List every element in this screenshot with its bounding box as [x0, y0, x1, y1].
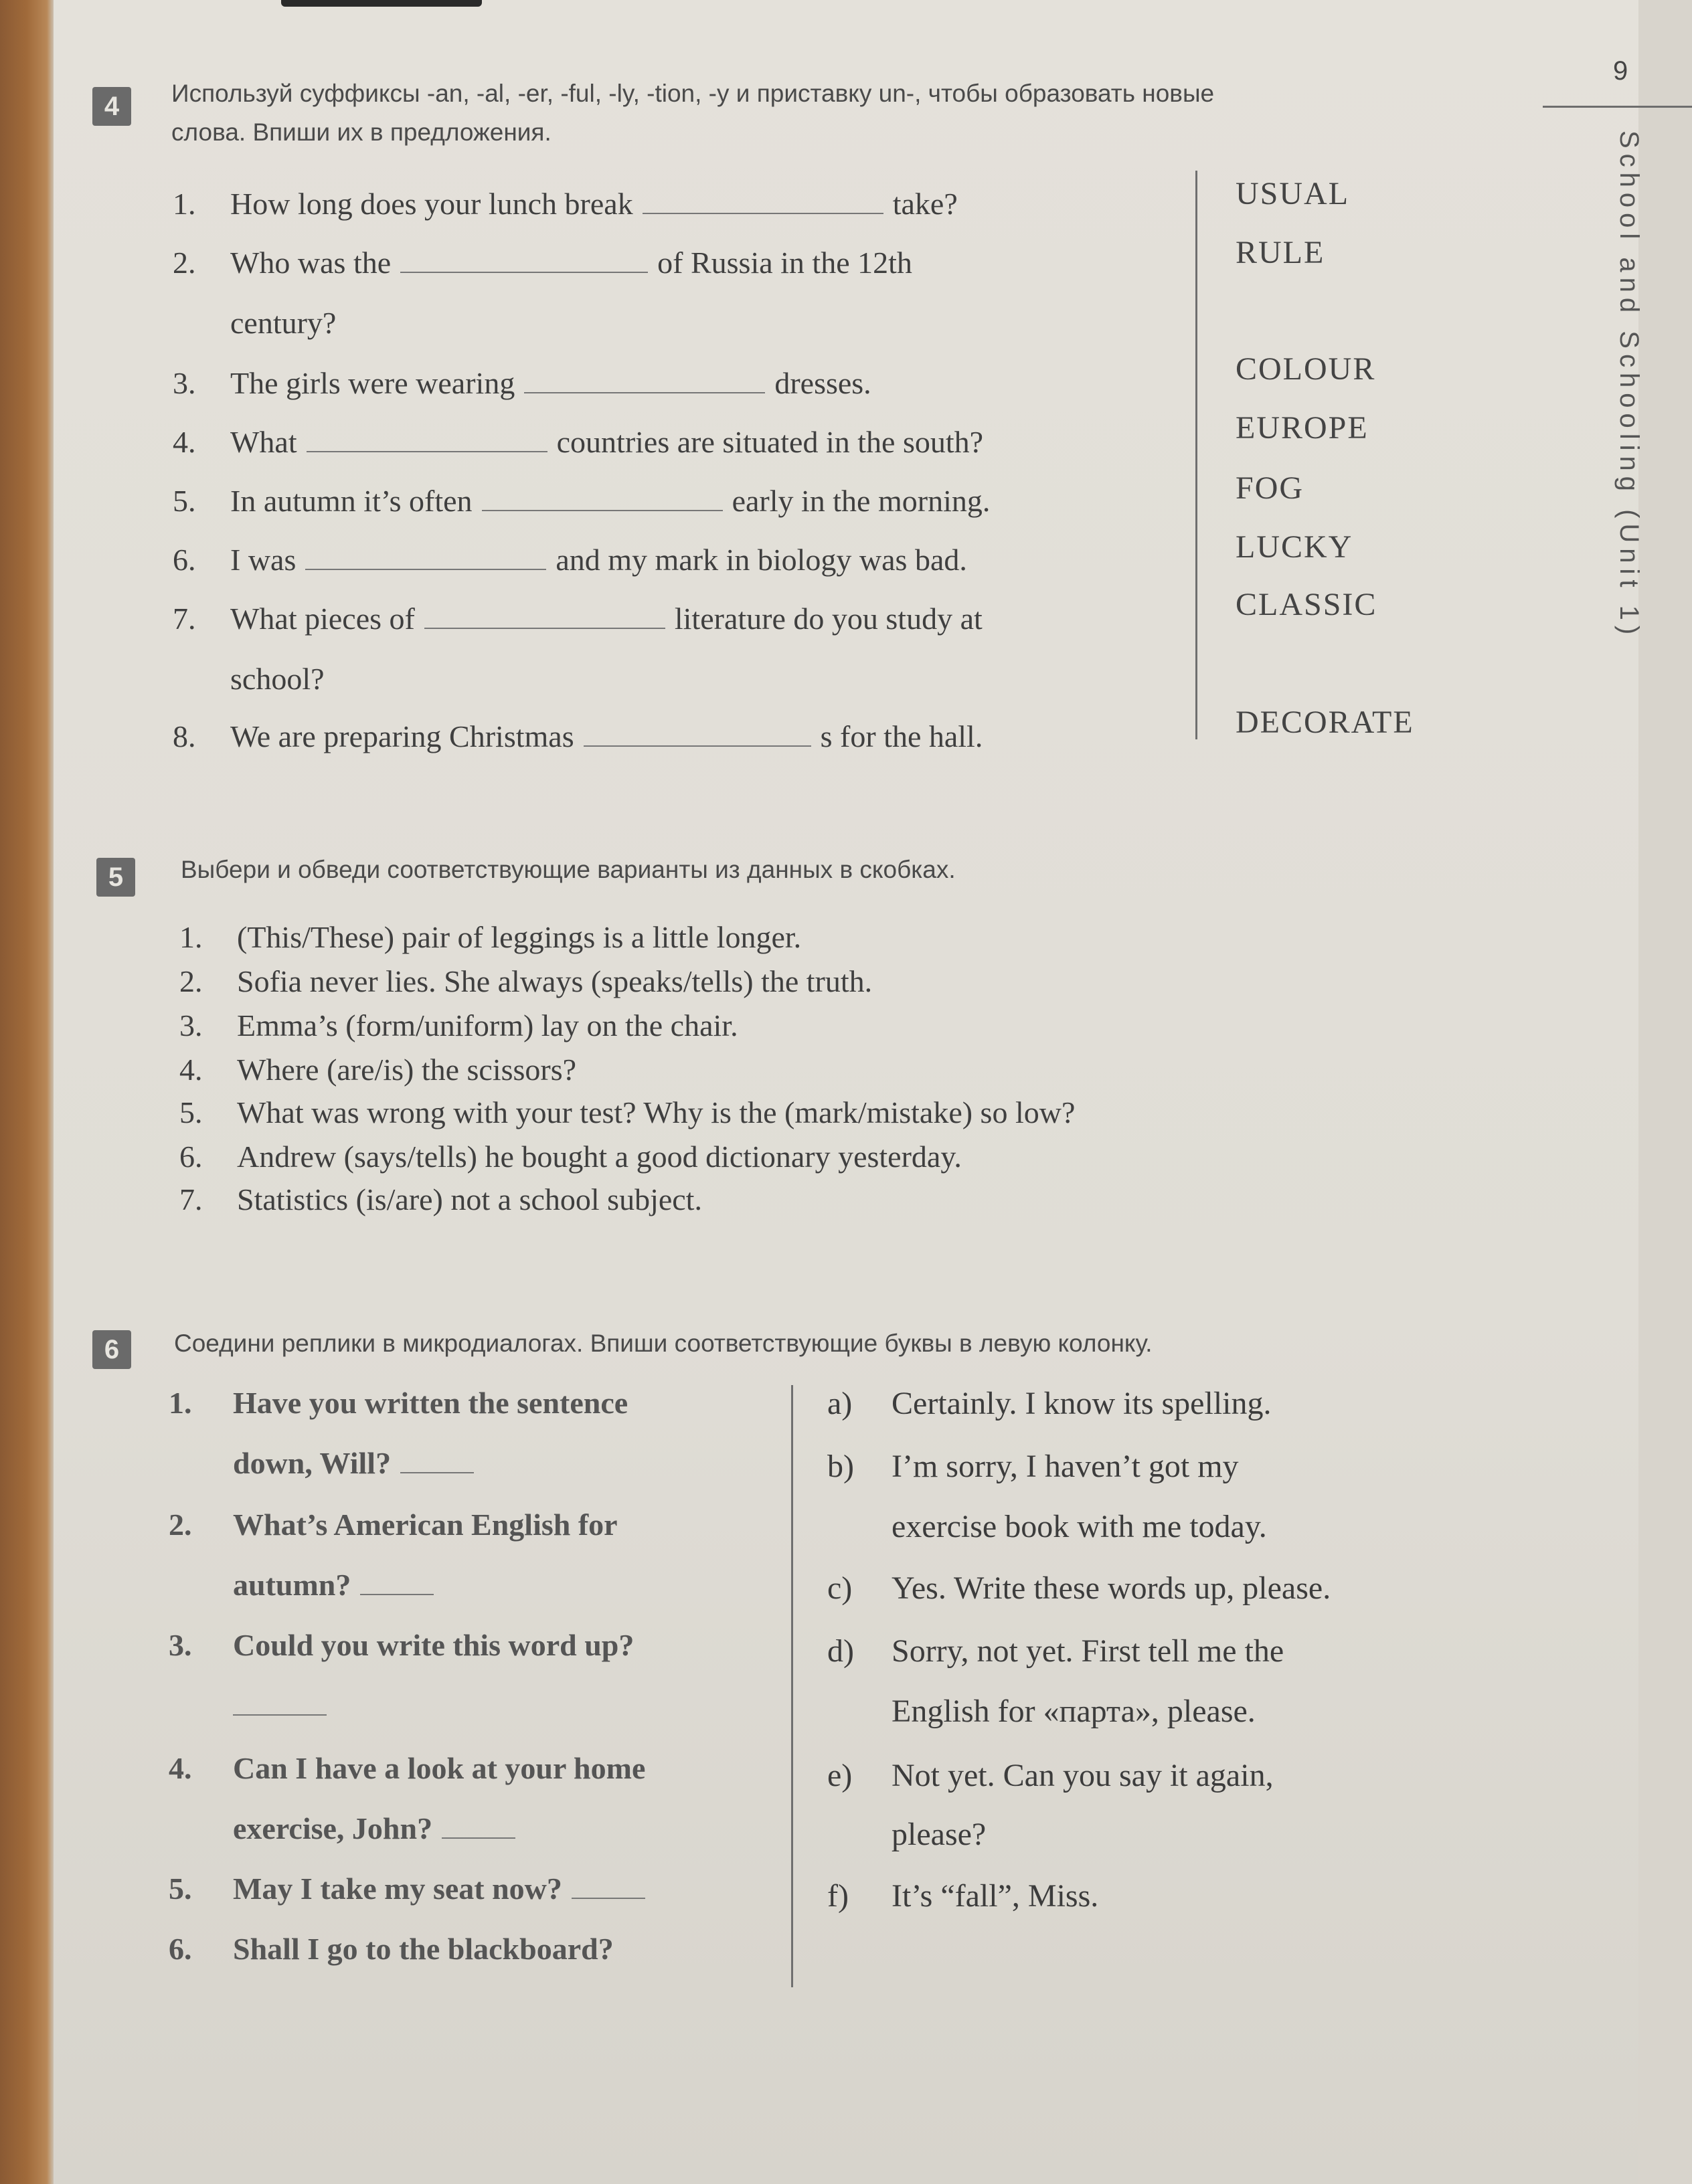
ex6-question-4	[169, 1750, 645, 1786]
item-text-after: and my mark in biology was bad.	[556, 543, 967, 577]
item-number: 1.	[179, 920, 203, 954]
response-text: It’s “fall”, Miss.	[892, 1878, 1099, 1914]
question-text: down, Will?	[233, 1446, 392, 1480]
answer-blank[interactable]	[572, 1876, 645, 1899]
response-text: Certainly. I know its spelling.	[892, 1386, 1272, 1421]
question-text: Shall I go to the blackboard?	[233, 1932, 614, 1966]
ex4-item-8	[173, 719, 983, 754]
exercise-4-instruction-line2: слова. Впиши их в предложения.	[171, 118, 552, 146]
ex6-response-c	[827, 1570, 1331, 1607]
question-text: May I take my seat now?	[233, 1872, 562, 1906]
item-number: 5.	[179, 1095, 203, 1129]
ex6-response-f	[827, 1878, 1098, 1914]
answer-blank[interactable]	[360, 1572, 434, 1595]
item-text-after: s for the hall.	[820, 719, 983, 753]
item-text: Andrew (says/tells) he bought a good dictionary yesterday.	[237, 1140, 962, 1174]
ex6-response-e	[827, 1757, 1274, 1794]
ex6-response-a	[827, 1385, 1272, 1422]
ex4-item-6	[173, 542, 967, 577]
item-number: 4.	[169, 1751, 192, 1785]
exercise-4-instruction-line1: Используй суффиксы -an, -al, -er, -ful, -ly, -tion, -y и приставку un-, чтобы образовать новые	[171, 80, 1215, 107]
item-text: What was wrong with your test? Why is the (mark/mistake) so low?	[237, 1095, 1076, 1129]
item-number: 4.	[173, 425, 196, 459]
item-text-after: dresses.	[774, 366, 871, 400]
item-text-before: How long does your lunch break	[230, 187, 633, 221]
ex6-response-d	[827, 1633, 1284, 1669]
ex4-item-2	[173, 245, 912, 280]
item-number: 6.	[179, 1140, 203, 1174]
response-text: Not yet. Can you say it again,	[892, 1758, 1274, 1793]
item-text: Where (are/is) the scissors?	[237, 1053, 577, 1087]
item-number: 7.	[179, 1182, 203, 1216]
ex4-item-2-continuation: century?	[230, 306, 337, 340]
item-number: 2.	[173, 246, 196, 280]
running-head: School and Schooling (Unit 1)	[1614, 130, 1644, 640]
exercise-5-badge: 5	[96, 858, 135, 897]
ex4-item-3	[173, 365, 871, 401]
answer-blank[interactable]	[442, 1816, 515, 1839]
item-number: 5.	[169, 1872, 192, 1906]
question-text: autumn?	[233, 1568, 351, 1602]
answer-blank[interactable]	[584, 724, 811, 747]
keyword-europe: EUROPE	[1236, 410, 1369, 446]
ex6-response-e-cont: please?	[892, 1817, 987, 1852]
ex5-item-3[interactable]	[179, 1008, 738, 1043]
ex6-question-5	[169, 1871, 655, 1906]
item-text-before: What pieces of	[230, 602, 415, 636]
keyword-rule: RULE	[1236, 235, 1325, 270]
question-text: exercise, John?	[233, 1811, 433, 1845]
ex5-item-4[interactable]	[179, 1052, 576, 1087]
item-text-before: Who was the	[230, 246, 392, 280]
item-number: 2.	[179, 964, 203, 998]
ex4-item-1	[173, 186, 958, 221]
item-text-after: literature do you study at	[674, 602, 983, 636]
question-text: Have you written the sentence	[233, 1386, 628, 1420]
response-letter: e)	[827, 1758, 853, 1793]
answer-blank[interactable]	[643, 191, 883, 214]
keyword-classic: CLASSIC	[1236, 587, 1377, 622]
item-text: Statistics (is/are) not a school subject.	[237, 1182, 702, 1216]
item-number: 1.	[169, 1386, 192, 1420]
ex5-item-7[interactable]	[179, 1182, 702, 1217]
response-letter: c)	[827, 1570, 853, 1606]
item-number: 8.	[173, 719, 196, 753]
answer-blank[interactable]	[400, 250, 648, 273]
top-edge-mark	[281, 0, 482, 7]
item-text-after: of Russia in the 12th	[657, 246, 912, 280]
item-number: 5.	[173, 484, 196, 518]
ex5-item-1[interactable]	[179, 919, 801, 955]
item-number: 6.	[169, 1932, 192, 1966]
item-text-after: take?	[892, 187, 958, 221]
keyword-fog: FOG	[1236, 470, 1304, 506]
exercise-5-instruction: Выбери и обведи соответствующие варианты из данных в скобках.	[181, 856, 956, 883]
item-text-before: The girls were wearing	[230, 366, 515, 400]
response-text: I’m sorry, I haven’t got my	[892, 1449, 1239, 1484]
exercise-6-divider	[791, 1385, 793, 1987]
response-letter: b)	[827, 1449, 854, 1484]
item-text-after: countries are situated in the south?	[556, 425, 984, 459]
ex6-question-3-cont	[233, 1688, 336, 1723]
response-text: Yes. Write these words up, please.	[892, 1570, 1331, 1606]
keyword-usual: USUAL	[1236, 176, 1350, 211]
ex6-question-1	[169, 1385, 628, 1421]
exercise-4-badge: 4	[92, 87, 131, 126]
answer-blank[interactable]	[482, 488, 723, 511]
response-text: Sorry, not yet. First tell me the	[892, 1633, 1284, 1669]
item-text-before: In autumn it’s often	[230, 484, 473, 518]
question-text: Can I have a look at your home	[233, 1751, 646, 1785]
exercise-6-badge: 6	[92, 1330, 131, 1369]
ex6-response-b	[827, 1448, 1239, 1485]
exercise-4-divider	[1195, 171, 1197, 739]
item-text-before: I was	[230, 543, 297, 577]
answer-blank[interactable]	[400, 1451, 474, 1473]
item-number: 6.	[173, 543, 196, 577]
answer-blank[interactable]	[424, 606, 665, 629]
item-number: 7.	[173, 602, 196, 636]
answer-blank[interactable]	[307, 430, 547, 452]
item-number: 3.	[169, 1628, 192, 1662]
exercise-6-instruction: Соедини реплики в микродиалогах. Впиши соответствующие буквы в левую колонку.	[174, 1330, 1153, 1357]
ex4-item-7-continuation: school?	[230, 662, 325, 696]
item-text: Sofia never lies. She always (speaks/tells) the truth.	[237, 964, 873, 998]
item-number: 3.	[173, 366, 196, 400]
item-text: Emma’s (form/uniform) lay on the chair.	[237, 1008, 738, 1042]
ex6-response-b-cont: exercise book with me today.	[892, 1509, 1267, 1544]
item-text-before: What	[230, 425, 297, 459]
ex6-response-d-cont: English for «парта», please.	[892, 1694, 1256, 1729]
ex6-question-6	[169, 1931, 614, 1967]
item-text-after: early in the morning.	[732, 484, 991, 518]
item-text-before: We are preparing Christmas	[230, 719, 574, 753]
ex6-question-2	[169, 1507, 618, 1542]
item-number: 3.	[179, 1008, 203, 1042]
ex4-item-4	[173, 424, 983, 460]
response-letter: f)	[827, 1878, 849, 1914]
question-text: What’s American English for	[233, 1508, 618, 1542]
response-letter: d)	[827, 1633, 854, 1669]
page-number: 9	[1613, 56, 1628, 86]
ex5-item-5[interactable]	[179, 1095, 1075, 1130]
ex6-question-4-cont	[233, 1811, 525, 1846]
page-number-rule	[1543, 106, 1692, 108]
ex6-question-2-cont	[233, 1567, 443, 1603]
item-number: 4.	[179, 1053, 203, 1087]
response-letter: a)	[827, 1386, 853, 1421]
ex4-item-5	[173, 483, 990, 519]
ex6-question-1-cont	[233, 1445, 483, 1481]
item-text: (This/These) pair of leggings is a little longer.	[237, 920, 802, 954]
item-number: 2.	[169, 1508, 192, 1542]
ex6-question-3	[169, 1627, 634, 1663]
ex5-item-6[interactable]	[179, 1139, 962, 1174]
keyword-decorate: DECORATE	[1236, 705, 1414, 740]
item-number: 1.	[173, 187, 196, 221]
answer-blank[interactable]	[524, 371, 765, 393]
question-text: Could you write this word up?	[233, 1628, 634, 1662]
answer-blank[interactable]	[233, 1693, 327, 1716]
keyword-colour: COLOUR	[1236, 351, 1376, 387]
keyword-lucky: LUCKY	[1236, 529, 1353, 565]
answer-blank[interactable]	[305, 547, 546, 570]
ex4-item-7	[173, 601, 983, 636]
ex5-item-2[interactable]	[179, 964, 872, 999]
